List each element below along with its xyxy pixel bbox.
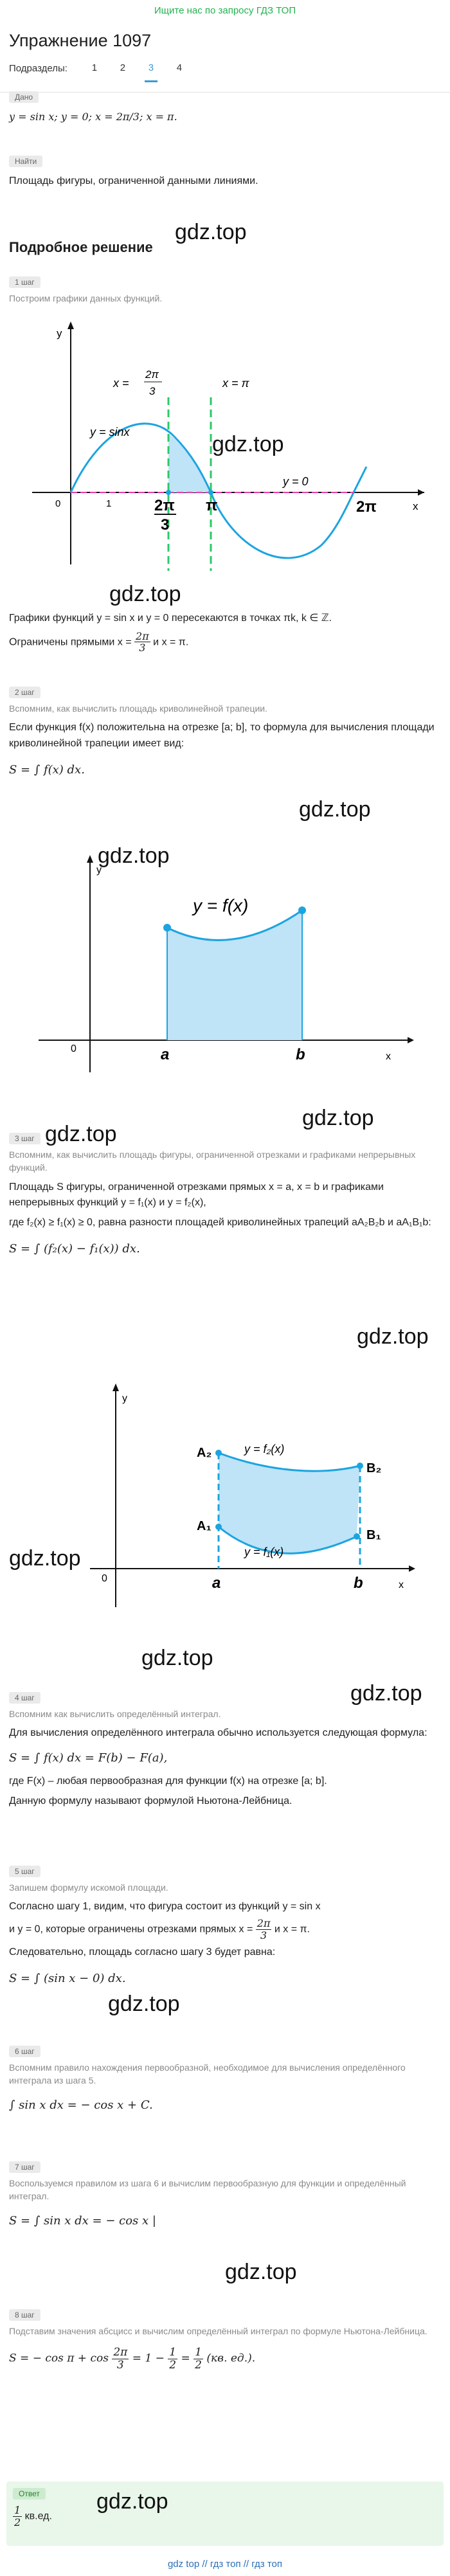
watermark: gdz.top [357,1324,429,1349]
find-text: Площадь фигуры, ограниченной данными линиями. [9,176,258,186]
line2-label: x = π [222,377,249,390]
fraction-2pi3 [112,2346,129,2371]
point-fa [163,924,171,932]
watermark: gdz.top [9,1546,81,1571]
a-label: a [161,1046,170,1063]
frac-den: 2 [195,2358,202,2372]
step-1-line-2a: Ограничены прямыми x = [9,636,135,648]
footer-links[interactable]: gdz top // гдз топ // гдз топ [167,2559,283,2570]
formula-part-2: = 1 − [129,2352,168,2365]
watermark: gdz.top [45,1122,117,1146]
step-8-note: Подставим значения абсцисс и вычислим определённый интеграл по формуле Ньютона-Лейбница. [9,2326,428,2336]
step-1-line-2 [9,631,441,654]
tab-3[interactable]: 3 [137,59,165,77]
step-4-text-3: Данную формулу называют формулой Ньютона-Лейбница. [9,1795,292,1806]
shaded-area [168,433,211,492]
answer-tag: Ответ [13,2488,46,2499]
shaded-area [167,910,302,1040]
step-5-text-1: Согласно шагу 1, видим, что фигура состоит из функций y = sin x [9,1901,321,1913]
x-arrow [408,1037,414,1043]
step-4-text-2: где F(x) – любая первообразная для функции f(x) на отрезке [a; b]. [9,1775,327,1787]
step-5-formula: S = ∫ (sin x − 0) dx. [9,1972,126,1986]
step-2-tag: 2 шаг [9,687,40,698]
answer-value [13,2505,437,2528]
search-hint-link[interactable]: Ищите нас по запросу ГДЗ ТОП [154,5,296,16]
step-3-formula: S = ∫ (f₂(x) − f₁(x)) dx. [9,1241,140,1256]
watermark: gdz.top [299,797,371,822]
sine-graph [19,307,431,577]
given-block [9,90,441,125]
solution-title: Подробное решение [9,239,153,255]
step-8 [9,2308,441,2372]
f1-label: y = f₁(x) [244,1545,284,1558]
point-B2 [357,1463,363,1469]
step-4 [9,1691,441,1810]
zero-line-label: y = 0 [283,475,309,488]
step-2-text: Если функция f(x) положительна на отрезке [a; b], то формула для вычисления площади криволинейной трапеции имеет вид: [9,722,435,750]
frac-num: 2π [136,629,149,642]
y-label: y [57,327,62,339]
step-1-line-2b: и x = π. [150,636,189,648]
x-label: x [399,1580,404,1590]
frac-num: 1 [169,2346,177,2359]
line1-den: 3 [149,385,156,397]
tick-2pi3-num: 2π [154,497,175,514]
step-1-line-1: Графики функций y = sin x и y = 0 пересекаются в точках πk, k ∈ ℤ. [9,613,332,624]
step-7-tag: 7 шаг [9,2161,40,2173]
step-6 [9,2044,441,2114]
fraction-2pi3 [256,1918,272,1941]
step-8-tag: 8 шаг [9,2309,40,2321]
frac-den: 2 [14,2516,21,2528]
curve-label: y = sinx [90,426,130,438]
point-A2 [215,1450,222,1456]
watermark: gdz.top [212,432,284,456]
fraction-half-result [194,2346,203,2371]
tick-2pi-label: 2π [356,498,377,516]
step-3 [9,1131,441,1258]
frac-den: 3 [260,1929,267,1941]
formula-part-3: = [177,2352,194,2365]
origin-label: 0 [102,1573,107,1584]
f2-label: y = f₂(x) [244,1443,285,1455]
tab-2[interactable]: 2 [120,62,126,73]
step-6-formula: ∫ sin x dx = − cos x + C. [9,2098,153,2112]
step-1-text [9,611,441,654]
point-b [208,490,213,495]
step-4-formula: S = ∫ f(x) dx = F(b) − F(a), [9,1751,168,1765]
b-label: b [354,1574,363,1592]
step-3-tag: 3 шаг [9,1133,40,1144]
step-1 [9,275,441,305]
step-5-text-2 [9,1918,441,1941]
line1-label: x = [113,377,129,390]
tab-1[interactable]: 1 [91,62,98,73]
x-label: x [413,500,419,512]
step-2-note: Вспомним, как вычислить площадь криволинейной трапеции. [9,703,268,714]
tick-2pi3-den: 3 [161,516,170,534]
point-B1 [354,1533,360,1540]
frac-num: 2π [113,2346,128,2359]
y-label: y [96,865,102,876]
step-1-note: Построим графики данных функций. [9,293,163,303]
given-tag: Дано [9,91,39,103]
step-7-formula: S = ∫ sin x dx = − cos x | [9,2213,156,2228]
formula-part-4: (кв. ед.). [203,2352,256,2365]
trapezoid-graph [26,847,424,1092]
a-label: a [212,1574,221,1592]
step-5-text-3: Следовательно, площадь согласно шагу 3 будет равна: [9,1947,276,1958]
watermark: gdz.top [109,582,181,606]
answer-box [6,2481,444,2546]
B2-label: B₂ [366,1461,382,1475]
step-5-note: Запишем формулу искомой площади. [9,1882,168,1893]
tick-pi-label: π [206,497,218,514]
top-banner [0,0,450,22]
tab-4[interactable]: 4 [176,62,183,73]
shaded-area [219,1453,360,1553]
x-label: x [386,1051,391,1062]
x-arrow [409,1565,415,1572]
step-3-text-2: где f₂(x) ≥ f₁(x) ≥ 0, равна разности площадей криволинейных трапеций aA₂B₂b и aA₁B₁b: [9,1217,431,1229]
point-fb [298,906,306,914]
A2-label: A₂ [197,1446,212,1460]
frac-den: 3 [139,642,146,654]
b-label: b [296,1046,305,1063]
watermark: gdz.top [225,2260,297,2284]
frac-num: 1 [195,2346,202,2359]
two-functions-graph [77,1376,424,1633]
step-1-tag: 1 шаг [9,276,40,288]
frac-num: 2π [256,1917,271,1930]
step-5 [9,1864,441,1988]
given-text: y = sin x; y = 0; x = 2π/3; x = π. [9,111,177,123]
step-4-note: Вспомним как вычислить определённый интеграл. [9,1709,221,1719]
watermark: gdz.top [96,2489,168,2514]
A1-label: A₁ [197,1519,212,1533]
step-2-formula: S = ∫ f(x) dx. [9,762,85,777]
step-6-note: Вспомним правило нахождения первообразной, необходимое для вычисления определённого интеграла из шага 5. [9,2062,406,2086]
x-arrow [418,489,424,496]
answer-fraction [13,2505,22,2528]
watermark: gdz.top [141,1646,213,1670]
fraction-half [168,2346,177,2371]
step-5-tag: 5 шаг [9,1866,40,1877]
y-arrow [87,855,93,863]
step-7 [9,2160,441,2229]
origin-label: 0 [55,498,61,509]
y-arrow [113,1383,119,1391]
answer-unit: кв.ед. [24,2510,52,2522]
step-3-note: Вспомним, как вычислить площадь фигуры, ограниченной отрезками и графиками непрерывных функций. [9,1149,416,1173]
step-7-note: Воспользуемся правилом из шага 6 и вычислим первообразную для функции и определённый интеграл. [9,2178,406,2202]
origin-label: 0 [71,1043,76,1054]
subsections-label: Подразделы: [9,62,68,74]
frac-num: 1 [14,2504,21,2516]
step-6-tag: 6 шаг [9,2046,40,2057]
tick-one-label: 1 [106,498,112,509]
find-block [9,154,441,190]
line1-num: 2π [145,368,159,381]
watermark: gdz.top [108,1992,180,2016]
step-2 [9,685,441,779]
point-A1 [215,1524,222,1530]
step-5-text-2a: и y = 0, которые ограничены отрезками прямых x = [9,1923,256,1935]
y-arrow [68,321,74,329]
step-5-text-2b: и x = π. [271,1923,310,1935]
formula-part-1: S = − cos π + cos [9,2352,113,2365]
watermark: gdz.top [302,1106,374,1130]
step-8-formula [9,2346,441,2371]
page-title: Упражнение 1097 [9,31,152,50]
step-4-tag: 4 шаг [9,1692,40,1704]
watermark: gdz.top [350,1681,422,1706]
step-3-text-1: Площадь S фигуры, ограниченной отрезками прямых x = a, x = b и графиками непрерывных функций y = f₁(x) и y = f₂(x), [9,1181,384,1209]
y-label: y [122,1393,127,1404]
frac-den: 3 [116,2358,124,2372]
watermark: gdz.top [175,220,247,244]
frac-den: 2 [169,2358,177,2372]
point-a [166,490,171,495]
step-4-text-1: Для вычисления определённого интеграла обычно используется следующая формула: [9,1727,428,1739]
subsection-tabs [9,51,450,86]
watermark: gdz.top [98,847,170,868]
f-label: y = f(x) [193,896,249,915]
B1-label: B₁ [366,1528,381,1542]
fraction-2pi3 [134,631,150,654]
find-tag: Найти [9,156,42,167]
